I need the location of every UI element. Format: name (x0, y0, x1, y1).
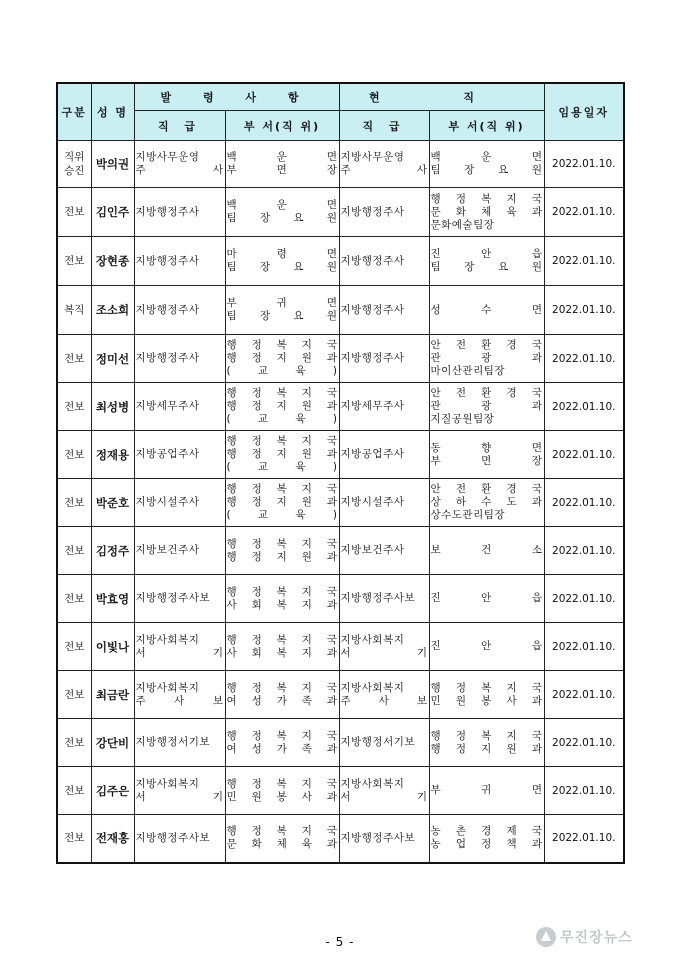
table-row (57, 237, 624, 286)
cell-name: 김인주 (91, 188, 134, 237)
cell-cur-dept: 보 건 소 (429, 527, 544, 575)
cell-name: 최금란 (91, 671, 134, 719)
cell-new-rank: 지방행정주사보 (134, 575, 225, 623)
cell-date: 2022.01.10. (544, 237, 624, 286)
cell-name: 박효영 (91, 575, 134, 623)
cell-date: 2022.01.10. (544, 286, 624, 335)
cell-new-rank: 지방사회복지 서 기 (134, 767, 225, 815)
cell-gubun: 복직 (57, 286, 91, 335)
cell-new-rank: 지방행정주사 (134, 286, 225, 335)
cell-new-dept: 백 운 면 부 면 장 (225, 141, 339, 188)
cell-name: 박준호 (91, 479, 134, 527)
cell-gubun: 전보 (57, 671, 91, 719)
cell-date: 2022.01.10. (544, 141, 624, 188)
watermark-logo-icon (536, 927, 556, 947)
header-appointment: 발 령 사 항 (134, 83, 339, 111)
cell-cur-rank: 지방세무주사 (339, 383, 429, 431)
cell-cur-rank: 지방행정서기보 (339, 719, 429, 767)
cell-cur-rank: 지방시설주사 (339, 479, 429, 527)
cell-gubun: 전보 (57, 767, 91, 815)
cell-name: 조소희 (91, 286, 134, 335)
table-row (57, 141, 624, 188)
cell-cur-dept: 백 운 면 팀 장 요 원 (429, 141, 544, 188)
cell-new-rank: 지방행정주사보 (134, 815, 225, 863)
cell-date: 2022.01.10. (544, 479, 624, 527)
cell-cur-dept: 안 전 환 경 국 관 광 과 마이산관리팀장 (429, 335, 544, 383)
header-name: 성 명 (91, 83, 134, 141)
page-number: - 5 - (325, 935, 355, 949)
cell-cur-dept: 행 정 복 지 국 문 화 체 육 과 문화예술팀장 (429, 188, 544, 237)
cell-new-dept: 행 정 복 지 국 여 성 가 족 과 (225, 719, 339, 767)
cell-cur-dept: 진 안 읍 (429, 623, 544, 671)
header-date: 임용일자 (544, 83, 624, 141)
cell-new-rank: 지방보건주사 (134, 527, 225, 575)
table-row (57, 188, 624, 237)
cell-cur-dept: 성 수 면 (429, 286, 544, 335)
table-row (57, 383, 624, 431)
cell-new-rank: 지방공업주사 (134, 431, 225, 479)
cell-cur-dept: 안 전 환 경 국 상 하 수 도 과 상수도관리팀장 (429, 479, 544, 527)
table-row (57, 335, 624, 383)
cell-new-dept: 행 정 복 지 국 행 정 지 원 과 ( 교 육 ) (225, 335, 339, 383)
cell-new-rank: 지방행정서기보 (134, 719, 225, 767)
cell-new-rank: 지방사회복지 서 기 (134, 623, 225, 671)
cell-name: 전재홍 (91, 815, 134, 863)
cell-date: 2022.01.10. (544, 527, 624, 575)
cell-cur-rank: 지방사회복지 서 기 (339, 623, 429, 671)
cell-new-dept: 행 정 복 지 국 사 회 복 지 과 (225, 575, 339, 623)
cell-new-rank: 지방사회복지 주 사 보 (134, 671, 225, 719)
cell-gubun: 전보 (57, 815, 91, 863)
cell-cur-dept: 부 귀 면 (429, 767, 544, 815)
cell-gubun: 전보 (57, 431, 91, 479)
personnel-appointment-table (56, 82, 625, 864)
cell-gubun: 전보 (57, 237, 91, 286)
cell-name: 이빛나 (91, 623, 134, 671)
header-current: 현 직 (339, 83, 544, 111)
cell-cur-dept: 농 촌 경 제 국 농 업 정 책 과 (429, 815, 544, 863)
cell-gubun: 전보 (57, 479, 91, 527)
cell-cur-dept: 진 안 읍 (429, 575, 544, 623)
cell-gubun: 전보 (57, 383, 91, 431)
watermark (536, 924, 676, 950)
cell-new-dept: 마 령 면 팀 장 요 원 (225, 237, 339, 286)
table-row (57, 479, 624, 527)
cell-cur-rank: 지방보건주사 (339, 527, 429, 575)
cell-new-dept: 행 정 복 지 국 문 화 체 육 과 (225, 815, 339, 863)
cell-new-dept: 행 정 복 지 국 행 정 지 원 과 (225, 527, 339, 575)
cell-name: 정미선 (91, 335, 134, 383)
table-row (57, 623, 624, 671)
cell-cur-rank: 지방공업주사 (339, 431, 429, 479)
header-new-rank: 직 급 (134, 111, 225, 141)
cell-date: 2022.01.10. (544, 431, 624, 479)
cell-name: 최성병 (91, 383, 134, 431)
cell-name: 강단비 (91, 719, 134, 767)
cell-date: 2022.01.10. (544, 671, 624, 719)
table-row (57, 767, 624, 815)
cell-new-rank: 지방행정주사 (134, 335, 225, 383)
cell-name: 정재용 (91, 431, 134, 479)
cell-gubun: 전보 (57, 188, 91, 237)
cell-cur-rank: 지방행정주사 (339, 286, 429, 335)
cell-new-rank: 지방사무운영 주 사 (134, 141, 225, 188)
cell-new-dept: 행 정 복 지 국 행 정 지 원 과 ( 교 육 ) (225, 479, 339, 527)
cell-date: 2022.01.10. (544, 575, 624, 623)
cell-cur-rank: 지방행정주사 (339, 237, 429, 286)
cell-new-dept: 행 정 복 지 국 사 회 복 지 과 (225, 623, 339, 671)
table-row (57, 286, 624, 335)
cell-name: 장현종 (91, 237, 134, 286)
cell-date: 2022.01.10. (544, 767, 624, 815)
table-row (57, 671, 624, 719)
cell-cur-rank: 지방행정주사보 (339, 815, 429, 863)
cell-new-dept: 부 귀 면 팀 장 요 원 (225, 286, 339, 335)
cell-cur-rank: 지방사회복지 서 기 (339, 767, 429, 815)
cell-date: 2022.01.10. (544, 335, 624, 383)
cell-new-dept: 행 정 복 지 국 민 원 봉 사 과 (225, 767, 339, 815)
cell-date: 2022.01.10. (544, 188, 624, 237)
cell-gubun: 전보 (57, 623, 91, 671)
watermark-text: 무진장뉴스 (560, 930, 633, 946)
cell-cur-rank: 지방행정주사 (339, 188, 429, 237)
cell-date: 2022.01.10. (544, 719, 624, 767)
cell-gubun: 전보 (57, 527, 91, 575)
cell-cur-dept: 동 향 면 부 면 장 (429, 431, 544, 479)
cell-new-dept: 행 정 복 지 국 행 정 지 원 과 ( 교 육 ) (225, 431, 339, 479)
cell-cur-dept: 진 안 읍 팀 장 요 원 (429, 237, 544, 286)
table-row (57, 575, 624, 623)
cell-name: 박의권 (91, 141, 134, 188)
cell-cur-dept: 안 전 환 경 국 관 광 과 지질공원팀장 (429, 383, 544, 431)
cell-gubun: 직위 승진 (57, 141, 91, 188)
table-row (57, 527, 624, 575)
cell-cur-dept: 행 정 복 지 국 민 원 봉 사 과 (429, 671, 544, 719)
cell-new-dept: 백 운 면 팀 장 요 원 (225, 188, 339, 237)
cell-new-rank: 지방시설주사 (134, 479, 225, 527)
cell-cur-rank: 지방사회복지 주 사 보 (339, 671, 429, 719)
header-gubun: 구분 (57, 83, 91, 141)
cell-gubun: 전보 (57, 575, 91, 623)
header-cur-rank: 직 급 (339, 111, 429, 141)
cell-new-rank: 지방행정주사 (134, 188, 225, 237)
cell-gubun: 전보 (57, 335, 91, 383)
cell-gubun: 전보 (57, 719, 91, 767)
cell-date: 2022.01.10. (544, 383, 624, 431)
cell-new-dept: 행 정 복 지 국 여 성 가 족 과 (225, 671, 339, 719)
table-row (57, 719, 624, 767)
cell-date: 2022.01.10. (544, 815, 624, 863)
cell-name: 김정주 (91, 527, 134, 575)
table-body (57, 141, 624, 863)
cell-cur-rank: 지방사무운영 주 사 (339, 141, 429, 188)
cell-date: 2022.01.10. (544, 623, 624, 671)
table-row (57, 815, 624, 863)
table-row (57, 431, 624, 479)
header-cur-dept: 부 서(직 위) (429, 111, 544, 141)
header-new-dept: 부 서(직 위) (225, 111, 339, 141)
cell-cur-rank: 지방행정주사 (339, 335, 429, 383)
cell-new-rank: 지방세무주사 (134, 383, 225, 431)
cell-name: 김주은 (91, 767, 134, 815)
cell-new-dept: 행 정 복 지 국 행 정 지 원 과 ( 교 육 ) (225, 383, 339, 431)
cell-new-rank: 지방행정주사 (134, 237, 225, 286)
cell-cur-rank: 지방행정주사보 (339, 575, 429, 623)
cell-cur-dept: 행 정 복 지 국 행 정 지 원 과 (429, 719, 544, 767)
